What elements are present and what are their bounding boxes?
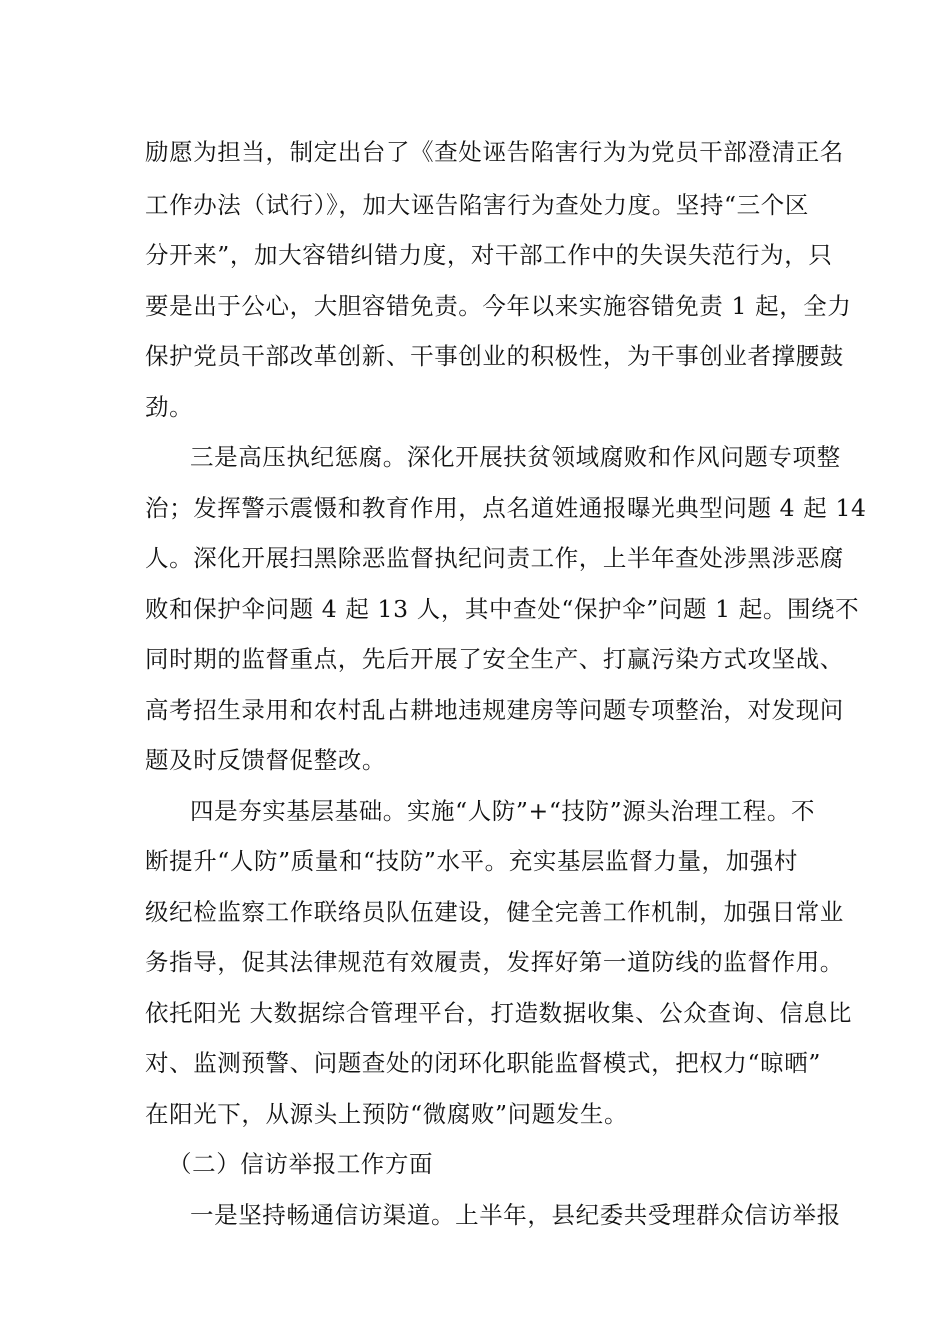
- text-line: 分开来”，加大容错纠错力度，对干部工作中的失误失范行为，只: [145, 241, 833, 269]
- text-line: 励愿为担当，制定出台了《查处诬告陷害行为为党员干部澄清正名: [145, 138, 844, 166]
- text-line: 务指导，促其法律规范有效履责，发挥好第一道防线的监督作用。: [145, 948, 844, 976]
- text-line: 题及时反馈督促整改。: [145, 746, 386, 774]
- text-line: 依托阳光 大数据综合管理平台，打造数据收集、公众查询、信息比: [145, 999, 852, 1027]
- text-line: 同时期的监督重点，先后开展了安全生产、打赢污染方式攻坚战、: [145, 645, 844, 673]
- text-line: 工作办法（试行）》，加大诬告陷害行为查处力度。坚持“三个区: [145, 191, 809, 219]
- paragraph-first-line: 一是坚持畅通信访渠道。上半年，县纪委共受理群众信访举报: [190, 1201, 841, 1229]
- paragraph-first-line: 四是夯实基层基础。实施“人防”+“技防”源头治理工程。不: [190, 797, 816, 825]
- paragraph-first-line: 三是高压执纪惩腐。深化开展扶贫领域腐败和作风问题专项整: [190, 443, 841, 471]
- text-line: 劲。: [145, 393, 194, 421]
- text-line: 级纪检监察工作联络员队伍建设，健全完善工作机制，加强日常业: [145, 898, 844, 926]
- text-line: 在阳光下，从源头上预防“微腐败”问题发生。: [145, 1100, 629, 1128]
- text-line: 断提升“人防”质量和“技防”水平。充实基层监督力量，加强村: [145, 847, 798, 875]
- text-line: 人。深化开展扫黑除恶监督执纪问责工作，上半年查处涉黑涉恶腐: [145, 544, 844, 572]
- text-line: 败和保护伞问题 4 起 13 人，其中查处“保护伞”问题 1 起。围绕不: [145, 595, 860, 623]
- text-line: 要是出于公心，大胆容错免责。今年以来实施容错免责 1 起，全力: [145, 292, 852, 320]
- text-line: 高考招生录用和农村乱占耕地违规建房等问题专项整治，对发现问: [145, 696, 844, 724]
- text-line: 对、监测预警、问题查处的闭环化职能监督模式，把权力“晾晒”: [145, 1049, 821, 1077]
- text-line: 治；发挥警示震慑和教育作用，点名道姓通报曝光典型问题 4 起 14: [145, 494, 867, 522]
- section-heading: （二）信访举报工作方面: [168, 1150, 434, 1178]
- text-line: 保护党员干部改革创新、干事创业的积极性，为干事创业者撑腰鼓: [145, 342, 844, 370]
